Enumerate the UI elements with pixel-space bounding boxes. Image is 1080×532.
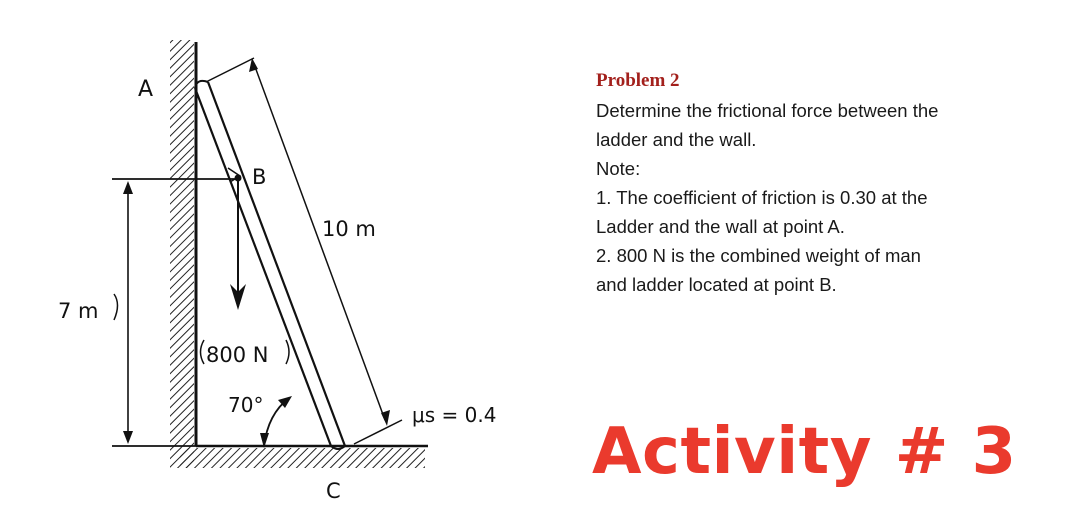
label-angle: 70°	[228, 393, 264, 417]
label-force: 800 N	[206, 343, 269, 367]
label-length: 10 m	[322, 217, 376, 241]
problem-line: Determine the frictional force between the	[596, 100, 939, 121]
problem-title: Problem 2	[596, 70, 680, 91]
height-dim-arrow-top	[123, 181, 133, 194]
force-label-bracket	[201, 340, 205, 364]
height-dim-arrow-bottom	[123, 431, 133, 444]
wall-hatching	[170, 40, 194, 468]
label-height: 7 m	[58, 299, 99, 323]
activity-heading: Activity # 3	[592, 415, 1017, 489]
length-dim-line	[254, 64, 385, 420]
problem-line: 1. The coefficient of friction is 0.30 at the	[596, 187, 928, 208]
height-label-bracket	[114, 294, 118, 320]
floor-hatching	[180, 448, 425, 468]
label-a: A	[138, 77, 154, 102]
problem-note-heading: Note:	[596, 158, 641, 179]
problem-line: Ladder and the wall at point A.	[596, 216, 845, 237]
problem-text-block	[596, 68, 1036, 299]
problem-line: 2. 800 N is the combined weight of man	[596, 245, 921, 266]
length-dim-ext-top	[206, 58, 254, 82]
force-label-bracket-right	[286, 340, 289, 364]
problem-line: ladder and the wall.	[596, 129, 757, 150]
length-dim-ext-bottom	[354, 420, 402, 444]
label-b: B	[252, 165, 267, 189]
label-mu: μs = 0.4	[412, 403, 497, 427]
ladder-rail-right	[208, 82, 345, 446]
problem-line: and ladder located at point B.	[596, 274, 837, 295]
label-c: C	[326, 479, 341, 503]
